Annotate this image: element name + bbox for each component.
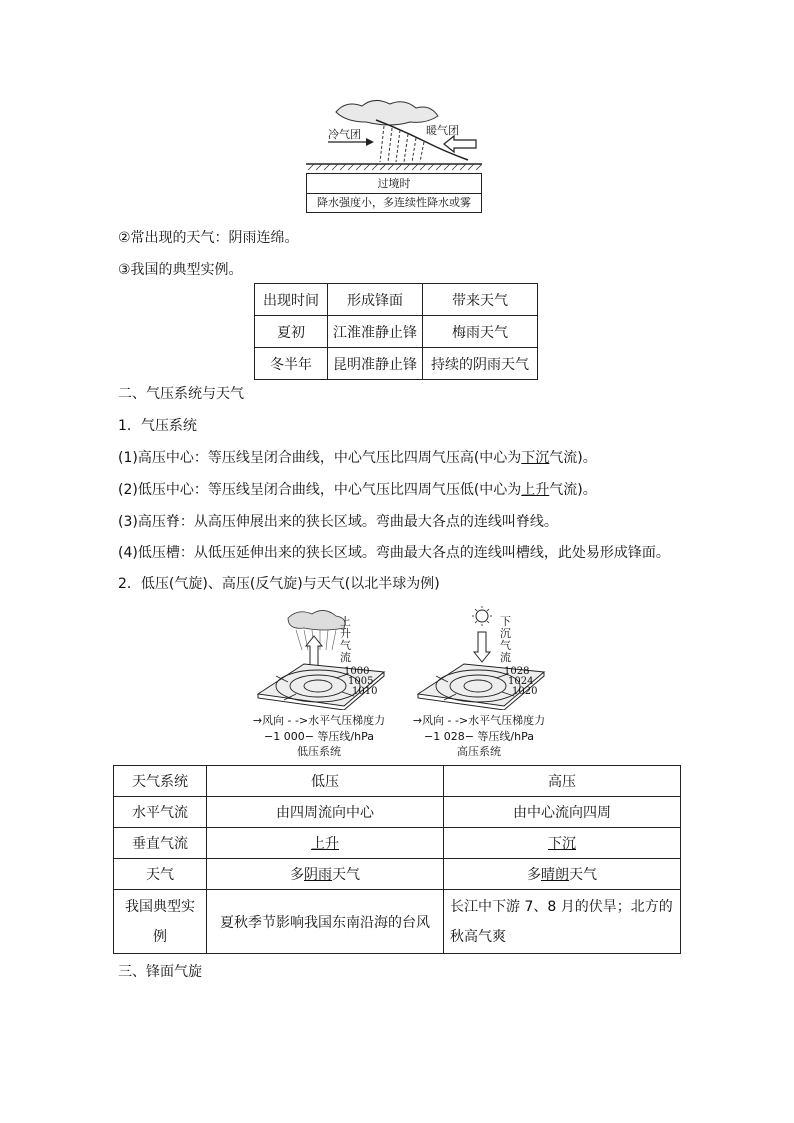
answer-blank: 上升 <box>311 836 339 852</box>
table-cell: 由中心流向四周 <box>444 797 681 828</box>
front-caption-title: 过境时 <box>307 174 481 194</box>
low-legend-1: →风向 - ->水平气压梯度力 <box>252 714 386 727</box>
item-low-center: (2)低压中心：等压线呈闭合曲线，中心气压比四周气压低(中心为上升气流)。 <box>118 482 597 498</box>
section2-title: 二、气压系统与天气 <box>118 386 244 402</box>
table-cell: 我国典型实 例 <box>114 890 207 954</box>
table-cell: 由四周流向中心 <box>207 797 444 828</box>
cloud-icon <box>336 100 438 125</box>
table-cell: 天气 <box>114 859 207 890</box>
item-high-center: (1)高压中心：等压线呈闭合曲线，中心气压比四周气压高(中心为下沉气流)。 <box>118 450 597 466</box>
isobar-value: 1024 <box>508 676 534 687</box>
isobar-value: 1000 <box>344 666 370 677</box>
table-cell <box>444 828 681 859</box>
table-header-cell: 高压 <box>444 766 681 797</box>
high-legend-1: →风向 - ->水平气压梯度力 <box>412 714 546 727</box>
table-cell: 持续的阴雨天气 <box>423 348 538 380</box>
table-cell: 夏初 <box>255 316 328 348</box>
table-cell: 梅雨天气 <box>423 316 538 348</box>
table-header-cell: 形成锋面 <box>328 284 423 316</box>
table-cell: 垂直气流 <box>114 828 207 859</box>
table-row <box>114 766 681 797</box>
section3-title: 三、锋面气旋 <box>118 964 202 980</box>
high-pressure-figure <box>404 606 554 758</box>
cloud-icon <box>288 610 345 630</box>
item-ridge: (3)高压脊：从高压伸展出来的狭长区域。弯曲最大各点的连线叫脊线。 <box>118 514 558 530</box>
low-legend-2: −1 000− 等压线/hPa <box>264 730 374 743</box>
table-row <box>114 797 681 828</box>
updraft-arrow-icon <box>306 636 322 668</box>
front-caption-box <box>306 173 482 213</box>
table-cell <box>207 828 444 859</box>
table-header-cell: 低压 <box>207 766 444 797</box>
table-cell: 夏秋季节影响我国东南沿海的台风 <box>207 890 444 954</box>
updraft-label: 上升气流 <box>340 615 351 664</box>
table-header-cell: 天气系统 <box>114 766 207 797</box>
answer-blank: 下沉 <box>521 450 550 466</box>
warm-air-label: 暖气团 <box>426 124 459 137</box>
front-caption-desc: 降水强度小，多连续性降水或雾 <box>317 196 471 209</box>
table-row <box>255 348 538 380</box>
cold-air-label: 冷气团 <box>328 128 361 141</box>
isobar-value: 1005 <box>348 676 374 687</box>
high-caption: 高压系统 <box>457 745 501 758</box>
answer-blank: 下沉 <box>548 836 576 852</box>
answer-blank: 上升 <box>521 482 550 498</box>
ground-hatch <box>308 164 482 170</box>
table-header-cell: 带来天气 <box>423 284 538 316</box>
answer-blank: 阴雨 <box>304 867 332 883</box>
table-row <box>114 859 681 890</box>
pressure-system-table <box>113 765 681 954</box>
front-table <box>254 283 538 380</box>
downdraft-label: 下沉气流 <box>500 615 511 664</box>
table-header-cell: 出现时间 <box>255 284 328 316</box>
table-cell: 水平气流 <box>114 797 207 828</box>
answer-blank: 晴朗 <box>541 867 569 883</box>
table-row <box>114 828 681 859</box>
table-row <box>255 284 538 316</box>
table-cell: 多晴朗天气 <box>444 859 681 890</box>
arrow-head-icon <box>366 138 374 146</box>
low-caption: 低压系统 <box>297 745 341 758</box>
table-cell: 昆明准静止锋 <box>328 348 423 380</box>
table-row <box>255 316 538 348</box>
low-pressure-figure <box>244 606 394 758</box>
sun-icon <box>476 610 488 622</box>
table-cell: 冬半年 <box>255 348 328 380</box>
downdraft-arrow-icon <box>474 632 490 662</box>
isobar-value: 1010 <box>352 686 378 697</box>
table-cell: 江淮准静止锋 <box>328 316 423 348</box>
table-cell: 多阴雨天气 <box>207 859 444 890</box>
isobar-value: 1028 <box>504 666 530 677</box>
examples-paragraph: ③我国的典型实例。 <box>118 262 243 278</box>
high-legend-2: −1 028− 等压线/hPa <box>424 730 534 743</box>
table-row <box>114 890 681 954</box>
table-cell: 长江中下游 7、8 月的伏旱；北方的 秋高气爽 <box>444 890 681 954</box>
sub1-title: 1．气压系统 <box>118 418 197 434</box>
item-trough: (4)低压槽：从低压延伸出来的狭长区域。弯曲最大各点的连线叫槽线，此处易形成锋面。 <box>118 545 670 561</box>
sub2-title: 2．低压(气旋)、高压(反气旋)与天气(以北半球为例) <box>118 576 440 592</box>
warm-air-arrow <box>444 136 476 152</box>
isobar-value: 1020 <box>512 686 538 697</box>
front-figure <box>306 96 482 214</box>
weather-paragraph: ②常出现的天气：阴雨连绵。 <box>118 230 299 246</box>
